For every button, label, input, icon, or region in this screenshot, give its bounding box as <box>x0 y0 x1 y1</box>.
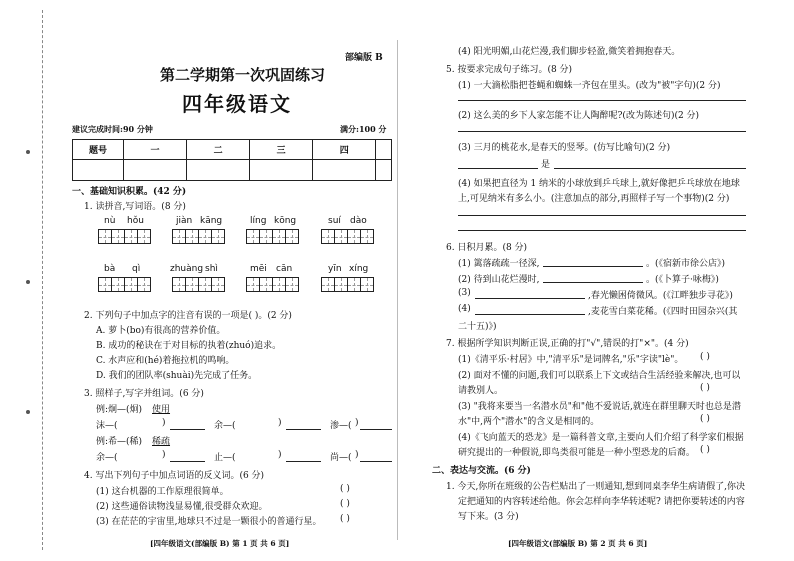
column-divider <box>397 40 398 540</box>
pinyin: mēi <box>250 264 267 274</box>
q5-item-2: (2) 这么美的乡下人家怎能不让人陶醉呢?(改为陈述句)(2 分) <box>458 111 700 121</box>
pinyin: zhuàng <box>170 264 204 274</box>
writing-grid[interactable] <box>98 277 150 292</box>
writing-grid[interactable] <box>172 229 224 244</box>
question-6: 6. 日积月累。(8 分) <box>446 243 528 253</box>
pinyin: kāng <box>200 216 223 226</box>
question-1: 1. 读拼音,写词语。(8 分) <box>84 202 186 212</box>
q6-source: 。(《宿新市徐公店》) <box>646 259 726 269</box>
question-5: 5. 按要求完成句子练习。(8 分) <box>446 65 573 75</box>
pinyin: jiàn <box>176 216 193 226</box>
answer-line[interactable] <box>170 461 205 462</box>
score-table <box>72 139 392 181</box>
q6-item: (1) 篱落疏疏一径深, <box>458 259 540 269</box>
binding-gutter <box>14 10 43 550</box>
question-3: 3. 照样子,写字并组词。(6 分) <box>84 389 204 399</box>
writing-grid[interactable] <box>98 229 150 244</box>
answer-line[interactable] <box>458 230 746 231</box>
question-2: 2. 下列句子中加点字的注音有误的一项是( )。(2 分) <box>84 311 292 321</box>
gutter-dot <box>26 280 30 284</box>
exam-title: 第二学期第一次巩固练习 <box>160 66 326 84</box>
q6-source: 。(《卜算子·咏梅》) <box>646 275 719 285</box>
pinyin: cān <box>276 264 293 274</box>
q6-item: (2) 待到山花烂漫时, <box>458 275 540 285</box>
writing-grid[interactable] <box>321 277 373 292</box>
answer-line[interactable] <box>554 168 746 169</box>
answer-line[interactable] <box>360 461 392 462</box>
answer-paren[interactable]: ( ) <box>700 445 710 455</box>
question-4: 4. 写出下列句子中加点词语的反义词。(6 分) <box>84 471 265 481</box>
close-paren: ) <box>355 450 359 460</box>
score-blank-cell[interactable] <box>187 160 250 181</box>
q4-item: (3) 在茫茫的宇宙里,地球只不过是一颗很小的普通行星。 <box>96 517 322 527</box>
answer-paren[interactable]: ( ) <box>340 514 350 524</box>
answer-paren[interactable]: ( ) <box>700 383 710 393</box>
answer-line[interactable] <box>286 461 321 462</box>
q6-source: ,春光懒困倚微风。(《江畔独步寻花》) <box>588 291 733 301</box>
pinyin: dào <box>350 216 367 226</box>
q7-item: 请教别人。 <box>458 386 504 396</box>
answer-line[interactable] <box>475 298 585 299</box>
pinyin: qì <box>132 264 141 274</box>
writing-grid[interactable] <box>246 229 298 244</box>
pinyin: yīn <box>328 264 342 274</box>
score-header-cell: 四 <box>313 140 376 160</box>
q4-item: (2) 这些通俗读物浅显易懂,很受群众欢迎。 <box>96 502 268 512</box>
example-1-word: 使用 <box>152 405 171 415</box>
q4-item: (1) 这台机器的工作原理很简单。 <box>96 487 229 497</box>
page-footer-right: [四年级语文(部编版 B) 第 2 页 共 6 页] <box>508 539 648 548</box>
score-header-cell: 一 <box>124 140 187 160</box>
answer-line[interactable] <box>458 215 746 216</box>
example-2-word: 稀疏 <box>152 437 171 447</box>
answer-paren[interactable]: ( ) <box>340 484 350 494</box>
s2-q1-line: 1. 今天,你所在班级的公告栏贴出了一则通知,想到同桌李华生病请假了,你决 <box>446 482 746 492</box>
q6-item: (4) <box>458 304 471 314</box>
pinyin: líng <box>250 216 267 226</box>
close-paren: ) <box>355 418 359 428</box>
option-a: A. 萝卜(bo)有很高的营养价值。 <box>96 326 226 336</box>
score-blank-cell[interactable] <box>73 160 124 181</box>
writing-grid[interactable] <box>172 277 224 292</box>
answer-line[interactable] <box>458 100 746 101</box>
answer-line[interactable] <box>458 131 746 132</box>
question-7: 7. 根据所学知识判断正误,正确的打"√",错误的打"×"。(4 分) <box>446 339 689 349</box>
writing-grid[interactable] <box>246 277 298 292</box>
option-d: D. 我们的团队率(shuài)先完成了任务。 <box>96 371 258 381</box>
answer-line[interactable] <box>286 429 321 430</box>
answer-paren[interactable]: ( ) <box>700 352 710 362</box>
q6-item: (3) <box>458 288 471 298</box>
fill-item: 余—( <box>96 453 118 463</box>
q5-item-1: (1) 一大滴松脂把苍蝇和蜘蛛一齐包在里头。(改为"被"字句)(2 分) <box>458 81 721 91</box>
score-label: 满分:100 分 <box>340 124 387 134</box>
pinyin: suí <box>328 216 341 226</box>
time-label: 建议完成时间:90 分钟 <box>72 124 153 134</box>
s2-q1-line: 定把通知的内容转述给他。你会怎样向李华转述呢? 请把你要转述的内容 <box>458 497 745 507</box>
q7-item: 研究提出的一种假说,即鸟类很可能是一种小型恐龙的后裔。 <box>458 448 695 458</box>
q5-item-3: (3) 三月的桃花水,是春天的竖琴。(仿写比喻句)(2 分) <box>458 143 671 153</box>
subject-title: 四年级语文 <box>182 92 292 116</box>
fill-item: 余—( <box>214 421 236 431</box>
close-paren: ) <box>278 450 282 460</box>
gutter-dot <box>26 150 30 154</box>
fill-item: 渗—( <box>330 421 352 431</box>
q7-item: (3) "我将来要当一名潜水员"和"他不爱说话,就连在群里聊天时也总是潜 <box>458 402 741 412</box>
s2-q1-line: 写下来。(3 分) <box>458 512 519 522</box>
writing-grid[interactable] <box>321 229 373 244</box>
pinyin: hǒu <box>127 216 144 226</box>
q6-source: ,麦花雪白菜花稀。(《四时田园杂兴(其 <box>588 307 738 317</box>
page-footer-left: [四年级语文(部编版 B) 第 1 页 共 6 页] <box>150 539 290 548</box>
score-blank-cell[interactable] <box>250 160 313 181</box>
answer-line[interactable] <box>360 429 392 430</box>
edition-label: 部编版 B <box>345 53 383 63</box>
score-blank-cell[interactable] <box>124 160 187 181</box>
example-2: 例:希—(稀) <box>96 437 143 447</box>
score-blank-cell[interactable] <box>313 160 376 181</box>
score-blank-cell[interactable] <box>376 160 392 181</box>
pinyin: bà <box>104 264 116 274</box>
answer-paren[interactable]: ( ) <box>340 499 350 509</box>
gutter-dot <box>26 410 30 414</box>
pinyin: kōng <box>274 216 297 226</box>
example-1: 例:炯—(炯) <box>96 405 143 415</box>
q5-item-4a: (4) 如果把直径为 1 纳米的小球放到乒乓球上,就好像把乒乓球放在地球 <box>458 179 740 189</box>
section-2-title: 二、表达与交流。(6 分) <box>432 466 531 476</box>
q7-item: (4)《飞向蓝天的恐龙》是一篇科普文章,主要向人们介绍了科学家们根据 <box>458 433 744 443</box>
q7-item: (1)《清平乐·村居》中,"清平乐"是词牌名,"乐"字读"lè"。 <box>458 355 684 365</box>
q5-item-3-mid: 是 <box>541 160 551 170</box>
score-header-cell: 二 <box>187 140 250 160</box>
fill-item: 尚—( <box>330 453 352 463</box>
section-1-title: 一、基础知识积累。(42 分) <box>72 187 187 197</box>
score-header-cell: 三 <box>250 140 313 160</box>
answer-line[interactable] <box>170 429 205 430</box>
option-b: B. 成功的秘诀在于对目标的执着(zhuó)追求。 <box>96 341 282 351</box>
close-paren: ) <box>278 418 282 428</box>
answer-line[interactable] <box>475 314 585 315</box>
answer-paren[interactable]: ( ) <box>700 414 710 424</box>
q4-item-4: (4) 阳光明媚,山花烂漫,我们脚步轻盈,微笑着拥抱春天。 <box>458 47 681 57</box>
q5-item-4b: 上,可见纳米有多么小。(注意加点的部分,再照样子写一个事物)(2 分) <box>458 194 730 204</box>
answer-line[interactable] <box>458 168 538 169</box>
pinyin: nù <box>104 216 116 226</box>
option-c: C. 水声应和(hé)着拖拉机的鸣响。 <box>96 356 235 366</box>
q7-item: 水"中,两个"潜水"的含义是相同的。 <box>458 417 600 427</box>
close-paren: ) <box>162 450 166 460</box>
q6-source-end: 二十五)》) <box>458 322 497 332</box>
answer-line[interactable] <box>543 266 643 267</box>
close-paren: ) <box>162 418 166 428</box>
fill-item: 止—( <box>214 453 236 463</box>
pinyin: xíng <box>349 264 369 274</box>
score-header-cell <box>376 140 392 160</box>
score-header-cell: 题号 <box>73 140 124 160</box>
pinyin: shì <box>205 264 218 274</box>
fill-item: 沫—( <box>96 421 118 431</box>
answer-line[interactable] <box>543 282 643 283</box>
q7-item: (2) 面对不懂的问题,我们可以联系上下文或结合生活经验来解决,也可以 <box>458 371 741 381</box>
